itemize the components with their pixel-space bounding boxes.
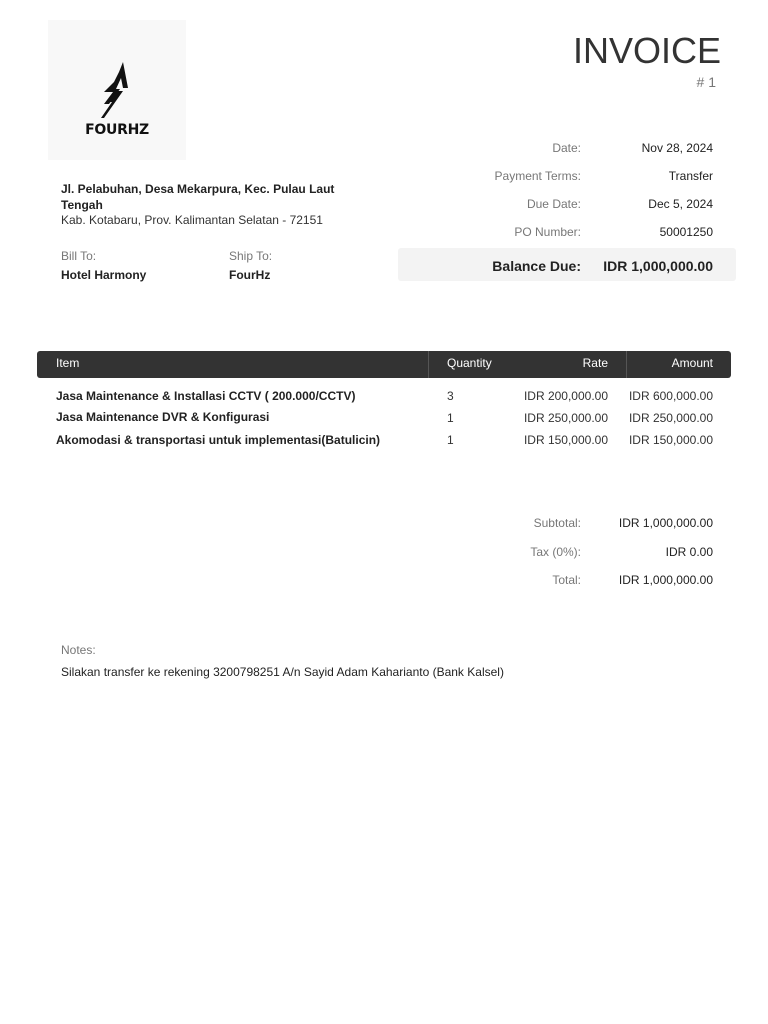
row-amount: IDR 600,000.00 bbox=[628, 389, 713, 403]
ship-to-value: FourHz bbox=[229, 268, 271, 282]
total-label: Total: bbox=[552, 573, 581, 587]
header-amount: Amount bbox=[671, 356, 713, 370]
row-item: Akomodasi & transportasi untuk implementasi(Batulicin) bbox=[56, 433, 381, 447]
company-logo bbox=[48, 20, 186, 160]
payment-terms-value: Transfer bbox=[668, 169, 713, 183]
row-rate: IDR 200,000.00 bbox=[523, 389, 608, 403]
bill-to-value: Hotel Harmony bbox=[61, 268, 147, 282]
subtotal-value: IDR 1,000,000.00 bbox=[618, 516, 713, 530]
tax-value: IDR 0.00 bbox=[665, 545, 713, 559]
row-rate: IDR 250,000.00 bbox=[523, 411, 608, 425]
po-number-value: 50001250 bbox=[659, 225, 713, 239]
due-date-value: Dec 5, 2024 bbox=[648, 197, 713, 211]
balance-due-value: IDR 1,000,000.00 bbox=[603, 258, 713, 274]
ship-to-label: Ship To: bbox=[229, 249, 273, 263]
subtotal-label: Subtotal: bbox=[533, 516, 581, 530]
po-number-label: PO Number: bbox=[514, 225, 581, 239]
header-divider bbox=[428, 351, 429, 378]
row-rate: IDR 150,000.00 bbox=[523, 433, 608, 447]
row-quantity: 1 bbox=[447, 411, 454, 425]
header-item: Item bbox=[56, 356, 80, 370]
company-address-line1: Jl. Pelabuhan, Desa Mekarpura, Kec. Pulau Laut Tengah bbox=[61, 182, 335, 212]
row-item: Jasa Maintenance DVR & Konfigurasi bbox=[56, 410, 270, 424]
header-quantity: Quantity bbox=[447, 356, 492, 370]
row-quantity: 1 bbox=[447, 433, 454, 447]
date-label: Date: bbox=[552, 141, 581, 155]
logo-wordmark: FOURHZ bbox=[85, 122, 149, 138]
balance-due-label: Balance Due: bbox=[492, 258, 581, 274]
row-quantity: 3 bbox=[447, 389, 454, 403]
row-amount: IDR 250,000.00 bbox=[628, 411, 713, 425]
invoice-number: # 1 bbox=[696, 74, 716, 90]
invoice-title: INVOICE bbox=[572, 30, 721, 71]
date-value: Nov 28, 2024 bbox=[641, 141, 713, 155]
payment-terms-label: Payment Terms: bbox=[494, 169, 581, 183]
lightning-bolt-logo-icon bbox=[90, 58, 146, 120]
row-item: Jasa Maintenance & Installasi CCTV ( 200.000/CCTV) bbox=[56, 389, 356, 403]
company-address-line2: Kab. Kotabaru, Prov. Kalimantan Selatan - 72151 bbox=[61, 213, 323, 227]
due-date-label: Due Date: bbox=[526, 197, 581, 211]
notes-text: Silakan transfer ke rekening 3200798251 A/n Sayid Adam Kaharianto (Bank Kalsel) bbox=[61, 665, 504, 679]
tax-label: Tax (0%): bbox=[530, 545, 581, 559]
total-value: IDR 1,000,000.00 bbox=[618, 573, 713, 587]
header-rate: Rate bbox=[582, 356, 608, 370]
header-divider bbox=[626, 351, 627, 378]
row-amount: IDR 150,000.00 bbox=[628, 433, 713, 447]
items-table-header bbox=[37, 351, 731, 378]
notes-label: Notes: bbox=[61, 643, 96, 657]
bill-to-label: Bill To: bbox=[61, 249, 97, 263]
